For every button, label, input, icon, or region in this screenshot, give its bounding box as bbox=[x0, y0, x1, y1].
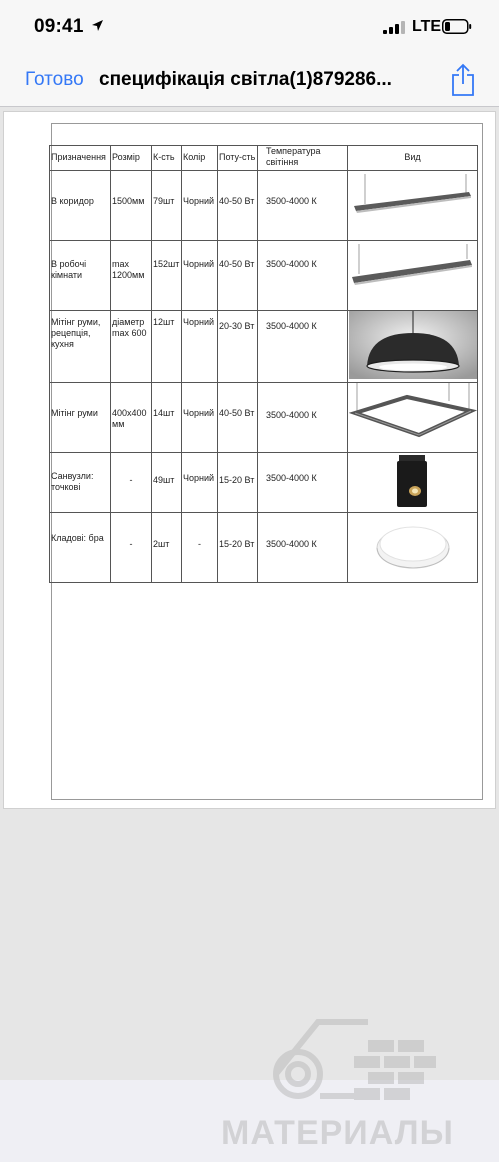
cell-size: 400х400 мм bbox=[111, 383, 152, 453]
cell-qty: 79шт bbox=[152, 171, 182, 241]
header-view: Вид bbox=[348, 146, 478, 171]
cell-color: Чорний bbox=[182, 171, 218, 241]
network-label: LTE bbox=[412, 18, 442, 35]
watermark bbox=[218, 1012, 478, 1162]
document-viewer[interactable] bbox=[0, 107, 499, 1152]
cell-qty: 12шт bbox=[152, 311, 182, 383]
paper-roll-icon bbox=[258, 1012, 438, 1122]
cell-temperature: 3500-4000 К bbox=[258, 171, 348, 241]
cell-qty: 2шт bbox=[152, 513, 182, 583]
cell-qty: 152шт bbox=[152, 241, 182, 311]
battery-icon bbox=[442, 19, 472, 34]
watermark-text: МАТЕРИАЛЫ bbox=[221, 1114, 454, 1152]
cell-purpose: Кладові: бра bbox=[50, 513, 111, 583]
document-title: специфікація світла(1)879286... bbox=[99, 69, 392, 90]
cell-temperature: 3500-4000 К bbox=[258, 453, 348, 513]
cell-power: 40-50 Вт bbox=[218, 171, 258, 241]
header-color: Колір bbox=[182, 146, 218, 171]
table-row bbox=[50, 383, 478, 453]
table-row bbox=[50, 311, 478, 383]
cell-size: - bbox=[111, 513, 152, 583]
cell-size: max 1200мм bbox=[111, 241, 152, 311]
cell-purpose: Мітінг руми bbox=[50, 383, 111, 453]
cell-power: 20-30 Вт bbox=[218, 311, 258, 383]
table-header-row bbox=[50, 146, 478, 171]
status-time: 09:41 bbox=[34, 16, 84, 37]
cell-image bbox=[348, 453, 478, 513]
cell-qty: 49шт bbox=[152, 453, 182, 513]
cell-power: 15-20 Вт bbox=[218, 513, 258, 583]
navigation-bar bbox=[0, 56, 499, 107]
cell-color: Чорний bbox=[182, 453, 218, 513]
cylinder-spot-lamp-image bbox=[349, 453, 477, 509]
cell-size: 1500мм bbox=[111, 171, 152, 241]
cell-image bbox=[348, 513, 478, 583]
done-button[interactable]: Готово bbox=[25, 69, 84, 90]
location-arrow-icon bbox=[91, 19, 104, 32]
square-pendant-lamp-image bbox=[349, 383, 477, 449]
table-row bbox=[50, 241, 478, 311]
cell-qty: 14шт bbox=[152, 383, 182, 453]
cell-image bbox=[348, 171, 478, 241]
header-qty: К-сть bbox=[152, 146, 182, 171]
dome-pendant-lamp-image bbox=[349, 311, 477, 379]
cell-purpose: Санвузли: точкові bbox=[50, 453, 111, 513]
cell-color: Чорний bbox=[182, 383, 218, 453]
cell-image bbox=[348, 383, 478, 453]
cell-power: 15-20 Вт bbox=[218, 453, 258, 513]
cell-power: 40-50 Вт bbox=[218, 241, 258, 311]
header-purpose: Призначення bbox=[50, 146, 111, 171]
linear-pendant-lamp-image bbox=[349, 244, 477, 304]
cell-temperature: 3500-4000 К bbox=[258, 383, 348, 453]
share-icon[interactable] bbox=[450, 63, 476, 97]
signal-icon bbox=[383, 21, 405, 34]
cell-temperature: 3500-4000 К bbox=[258, 513, 348, 583]
cell-size: - bbox=[111, 453, 152, 513]
cell-purpose: Мітінг руми, рецепція, кухня bbox=[50, 311, 111, 383]
cell-purpose: В коридор bbox=[50, 171, 111, 241]
cell-size: діаметр max 600 bbox=[111, 311, 152, 383]
table-row bbox=[50, 513, 478, 583]
cell-color: Чорний bbox=[182, 311, 218, 383]
cell-color: Чорний bbox=[182, 241, 218, 311]
table-row bbox=[50, 171, 478, 241]
cell-temperature: 3500-4000 К bbox=[258, 311, 348, 383]
status-bar bbox=[0, 0, 499, 56]
header-temperature: Температура світіння bbox=[258, 146, 348, 171]
cell-temperature: 3500-4000 К bbox=[258, 241, 348, 311]
linear-pendant-lamp-image bbox=[349, 174, 477, 234]
cell-image bbox=[348, 311, 478, 383]
cell-image bbox=[348, 241, 478, 311]
round-surface-lamp-image bbox=[349, 518, 477, 574]
spec-table bbox=[49, 145, 478, 583]
header-power: Поту-сть bbox=[218, 146, 258, 171]
cell-purpose: В робочі кімнати bbox=[50, 241, 111, 311]
cell-power: 40-50 Вт bbox=[218, 383, 258, 453]
table-row bbox=[50, 453, 478, 513]
cell-color: - bbox=[182, 513, 218, 583]
header-size: Розмір bbox=[111, 146, 152, 171]
